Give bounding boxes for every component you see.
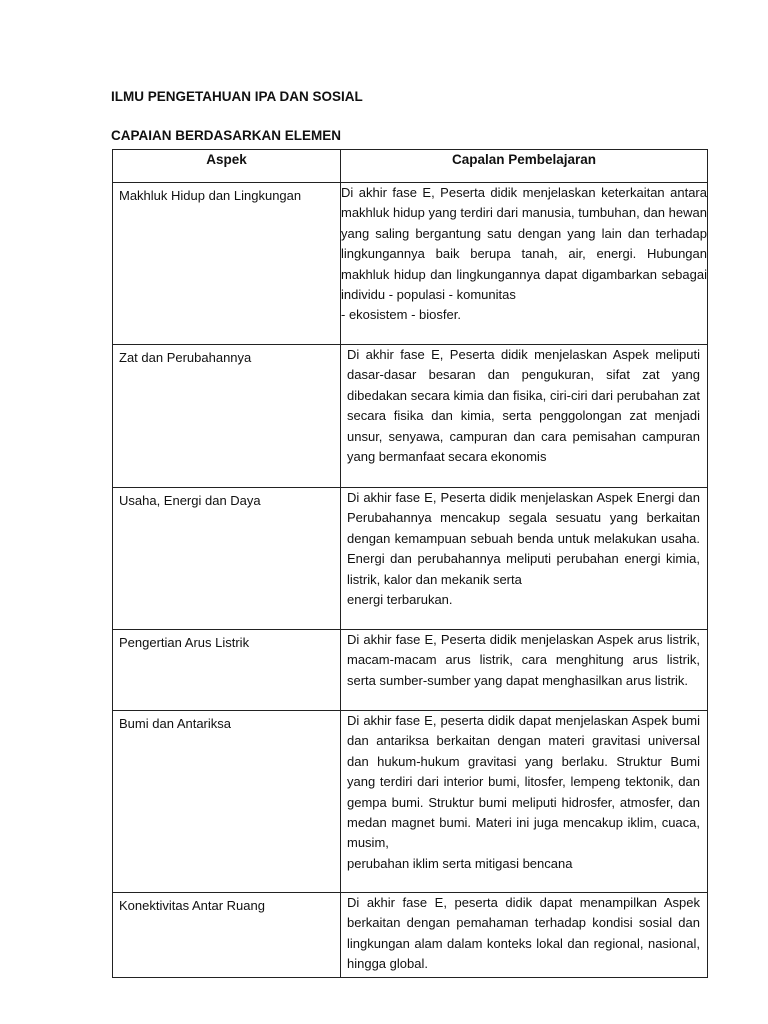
capaian-continuation: energi terbarukan. — [347, 592, 453, 608]
aspek-cell — [113, 183, 341, 345]
document-title: ILMU PENGETAHUAN IPA DAN SOSIAL — [111, 89, 363, 104]
capaian-cell — [341, 630, 708, 711]
aspek-cell — [113, 630, 341, 711]
capaian-cell — [341, 893, 708, 978]
aspek-label: Makhluk Hidup dan Lingkungan — [119, 188, 302, 203]
capaian-cell — [341, 711, 708, 893]
aspek-cell — [113, 711, 341, 893]
table-row — [113, 893, 708, 978]
capaian-paragraph: Di akhir fase E, peserta didik dapat menampilkan Aspek berkaitan dengan pemahaman terhadap kondisi sosial dan lingkungan alam dalam konteks lokal dan regional, nasional, hingga global. — [347, 895, 700, 972]
capaian-text — [341, 630, 700, 691]
aspek-cell — [113, 893, 341, 978]
table-row — [113, 345, 708, 488]
capaian-text — [341, 893, 700, 975]
capaian-table — [112, 149, 708, 978]
section-title: CAPAIAN BERDASARKAN ELEMEN — [111, 128, 342, 143]
capaian-continuation: perubahan iklim serta mitigasi bencana — [347, 855, 573, 871]
aspek-cell — [113, 345, 341, 488]
capaian-text — [341, 345, 700, 467]
capaian-cell — [341, 488, 708, 630]
aspek-label: Usaha, Energi dan Daya — [119, 493, 261, 508]
table-row — [113, 183, 708, 345]
capaian-cell — [341, 183, 708, 345]
capaian-paragraph: Di akhir fase E, Peserta didik menjelaskan Aspek meliputi dasar-dasar besaran dan pengukuran, sifat zat yang dibedakan secara kimia dan fisika, ciri-ciri dari perubahan zat secara fisika dan kimia, serta penggolongan zat menjadi unsur, senyawa, campuran dan cara pemisahan campuran yang bermanfaat secara ekonomis — [347, 347, 700, 465]
capaian-paragraph: Di akhir fase E, Peserta didik menjelaskan Aspek arus listrik, macam-macam arus listrik, cara menghitung arus listrik, serta sumber-sumber yang dapat menghasilkan arus listrik. — [347, 632, 700, 688]
table-header-row — [113, 150, 708, 183]
capaian-cell — [341, 345, 708, 488]
capaian-continuation: - ekosistem - biosfer. — [341, 307, 461, 323]
aspek-label: Konektivitas Antar Ruang — [119, 898, 265, 913]
capaian-text — [341, 711, 700, 874]
aspek-label: Bumi dan Antariksa — [119, 716, 232, 731]
aspek-label: Zat dan Perubahannya — [119, 350, 252, 365]
table-row — [113, 630, 708, 711]
capaian-text — [341, 183, 707, 326]
table-row — [113, 488, 708, 630]
capaian-text — [341, 488, 700, 610]
capaian-paragraph: Di akhir fase E, Peserta didik menjelaskan keterkaitan antara makhluk hidup yang terdiri dari manusia, tumbuhan, dan hewan yang saling bergantung satu dengan yang lain dan terhadap lingkungannya baik berupa tanah, air, energi. Hubungan makhluk hidup dan lingkungannya dapat digambarkan sebagai individu - populasi - komunitas — [341, 185, 707, 303]
capaian-paragraph: Di akhir fase E, Peserta didik menjelaskan Aspek Energi dan Perubahannya mencakup segala sesuatu yang berkaitan dengan kemampuan sebuah benda untuk melakukan usaha. Energi dan perubahannya meliputi perubahan energi kimia, listrik, kalor dan mekanik serta — [347, 490, 700, 587]
header-aspek: Aspek — [113, 150, 341, 183]
aspek-label: Pengertian Arus Listrik — [119, 635, 250, 650]
header-capaian: Capalan Pembelajaran — [341, 150, 708, 183]
aspek-cell — [113, 488, 341, 630]
table-row — [113, 711, 708, 893]
capaian-paragraph: Di akhir fase E, peserta didik dapat menjelaskan Aspek bumi dan antariksa berkaitan dengan materi gravitasi universal dan hukum-hukum gravitasi yang berlaku. Struktur Bumi yang terdiri dari interior bumi, litosfer, lempeng tektonik, dan gempa bumi. Struktur bumi meliputi hidrosfer, atmosfer, dan medan magnet bumi. Materi ini juga mencakup iklim, cuaca, musim, — [347, 713, 700, 851]
